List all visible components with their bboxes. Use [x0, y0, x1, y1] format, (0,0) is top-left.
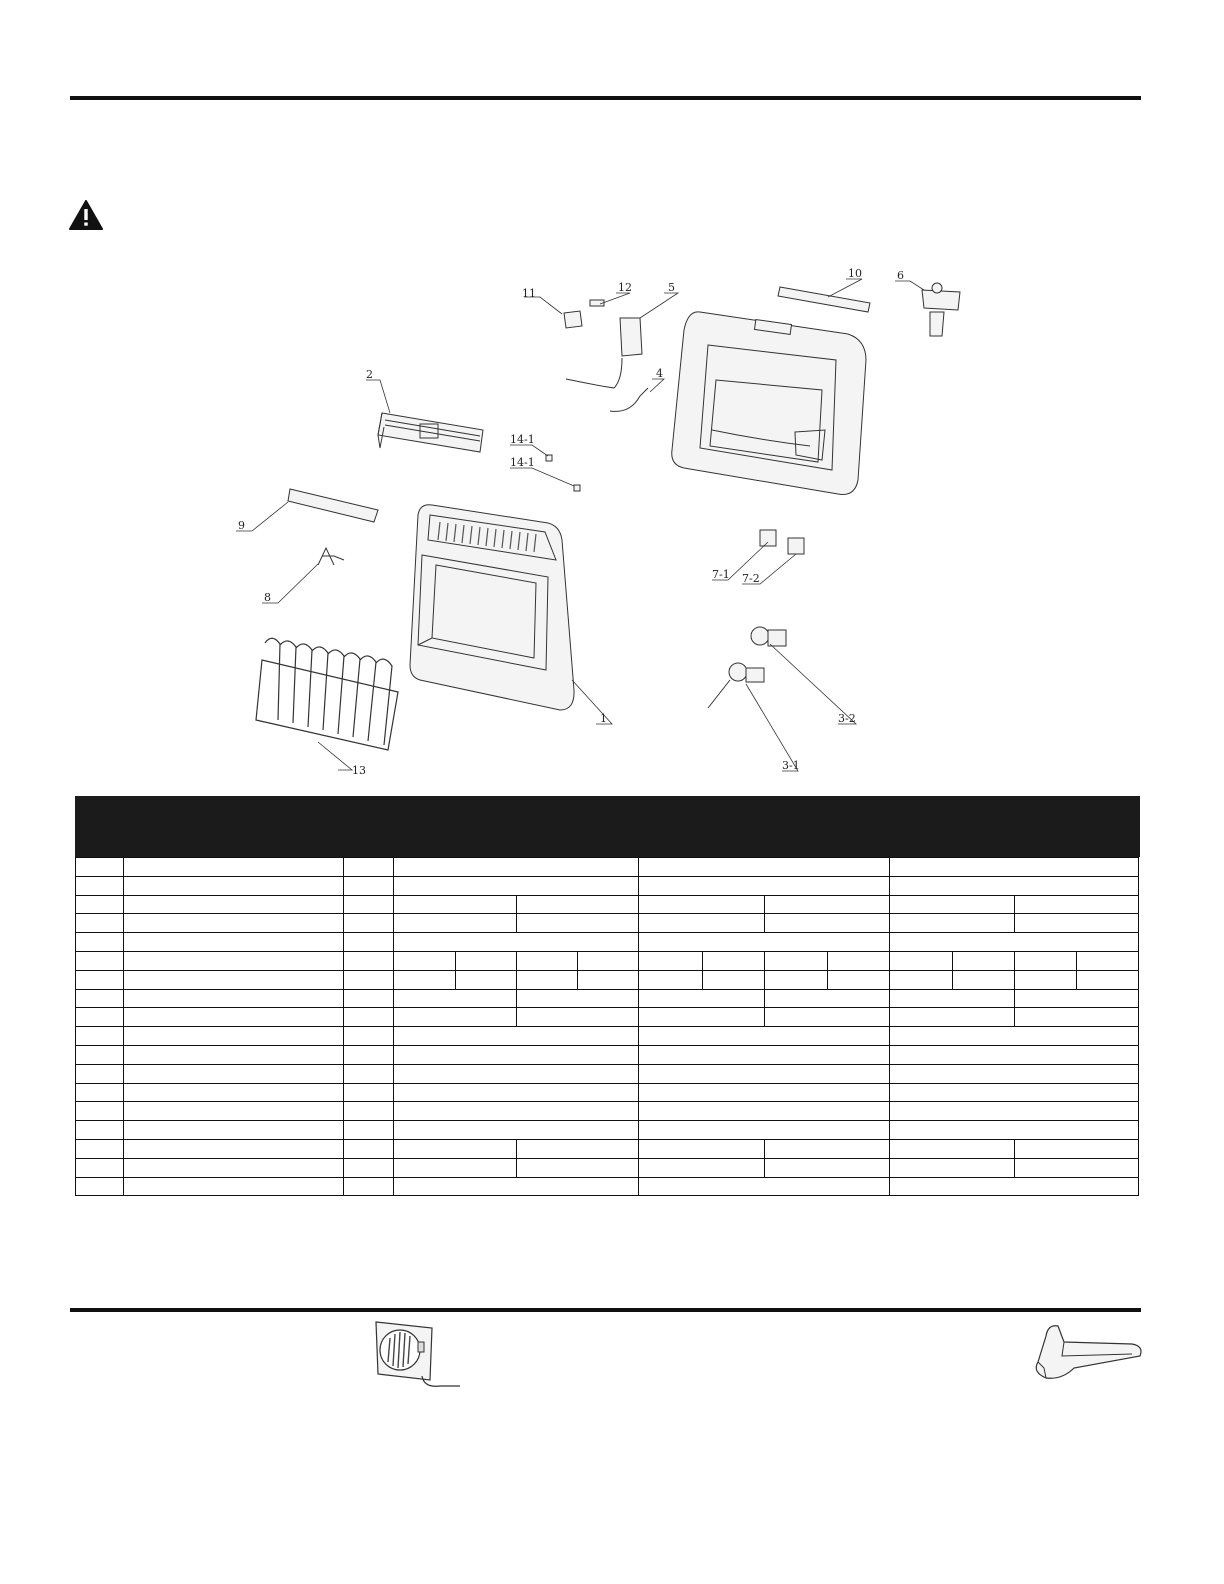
table-cell — [639, 989, 890, 1008]
cell-divider — [516, 1140, 517, 1158]
callout-7-1: 7-1 — [712, 568, 730, 581]
cell-divider — [1014, 1159, 1015, 1177]
table-row — [76, 1177, 1139, 1196]
cell-divider — [1014, 971, 1015, 989]
cell-divider — [455, 971, 456, 989]
table-cell — [639, 1045, 890, 1064]
table-cell — [639, 858, 890, 877]
table-cell — [394, 1121, 639, 1140]
table-cell — [890, 1027, 1139, 1046]
table-cell — [344, 933, 394, 952]
table-cell — [76, 895, 124, 914]
table-cell — [76, 933, 124, 952]
cell-divider — [1014, 952, 1015, 970]
callout-8: 8 — [264, 591, 271, 604]
cell-divider — [1014, 1008, 1015, 1026]
table-cell — [124, 1158, 344, 1177]
cell-divider — [702, 952, 703, 970]
table-cell — [394, 1102, 639, 1121]
table-cell — [394, 1083, 639, 1102]
table-cell — [124, 1177, 344, 1196]
table-cell — [890, 858, 1139, 877]
table-cell — [344, 1027, 394, 1046]
table-cell — [639, 895, 890, 914]
table-cell — [890, 1064, 1139, 1083]
table-cell — [344, 989, 394, 1008]
callout-13: 13 — [352, 764, 366, 777]
table-cell — [344, 970, 394, 989]
callout-14-1-b: 14-1 — [510, 456, 535, 469]
table-cell — [76, 1102, 124, 1121]
cell-divider — [577, 971, 578, 989]
table-cell — [890, 989, 1139, 1008]
table-cell — [124, 895, 344, 914]
table-cell — [124, 1102, 344, 1121]
thermocouple-part — [566, 358, 622, 388]
table-cell — [639, 1083, 890, 1102]
table-row — [76, 1158, 1139, 1177]
table-row — [76, 1102, 1139, 1121]
table-row — [76, 1008, 1139, 1027]
cell-divider — [764, 1159, 765, 1177]
control-part — [620, 318, 642, 356]
table-cell — [344, 1083, 394, 1102]
table-cell — [639, 1064, 890, 1083]
table-cell — [124, 1083, 344, 1102]
cell-divider — [952, 971, 953, 989]
bracket-7-1-part — [760, 530, 776, 546]
table-cell — [344, 1064, 394, 1083]
table-cell — [890, 951, 1139, 970]
table-cell — [890, 1121, 1139, 1140]
deflector-part — [288, 489, 378, 522]
table-cell — [344, 1158, 394, 1177]
parts-table — [75, 857, 1139, 1196]
table-cell — [890, 1102, 1139, 1121]
table-cell — [124, 970, 344, 989]
cell-divider — [764, 952, 765, 970]
callout-5: 5 — [668, 281, 675, 294]
igniter-part — [564, 311, 582, 328]
grill-part — [256, 638, 398, 750]
table-cell — [124, 1121, 344, 1140]
screw-part-a — [546, 455, 552, 461]
table-cell — [344, 951, 394, 970]
cell-divider — [1014, 990, 1015, 1008]
table-cell — [639, 933, 890, 952]
table-row — [76, 989, 1139, 1008]
table-cell — [639, 1158, 890, 1177]
callout-11: 11 — [522, 287, 536, 300]
cell-divider — [1076, 952, 1077, 970]
table-cell — [890, 1083, 1139, 1102]
table-cell — [639, 951, 890, 970]
callout-2: 2 — [366, 368, 373, 381]
table-cell — [394, 914, 639, 933]
cell-divider — [516, 914, 517, 932]
table-cell — [639, 1177, 890, 1196]
regulator-3-2-part — [751, 627, 786, 646]
table-row — [76, 1083, 1139, 1102]
table-cell — [76, 970, 124, 989]
table-cell — [344, 1121, 394, 1140]
cell-divider — [1014, 896, 1015, 914]
cell-divider — [516, 990, 517, 1008]
table-cell — [639, 970, 890, 989]
table-cell — [890, 1008, 1139, 1027]
callout-6: 6 — [897, 269, 904, 282]
table-cell — [76, 1064, 124, 1083]
table-cell — [394, 970, 639, 989]
table-cell — [76, 1008, 124, 1027]
table-cell — [344, 1177, 394, 1196]
table-cell — [76, 1139, 124, 1158]
table-cell — [344, 895, 394, 914]
bracket-7-2-part — [788, 538, 804, 554]
warning-triangle-icon — [69, 200, 103, 230]
table-cell — [344, 1045, 394, 1064]
table-cell — [124, 1045, 344, 1064]
table-cell — [394, 858, 639, 877]
callout-3-1: 3-1 — [782, 759, 800, 772]
table-row — [76, 858, 1139, 877]
top-rule — [70, 96, 1141, 100]
table-cell — [124, 858, 344, 877]
valve-part — [922, 283, 960, 336]
cell-divider — [764, 914, 765, 932]
table-cell — [124, 876, 344, 895]
table-cell — [890, 1158, 1139, 1177]
cell-divider — [827, 971, 828, 989]
cell-divider — [516, 1159, 517, 1177]
table-cell — [639, 1008, 890, 1027]
regulator-3-1-part — [708, 663, 764, 708]
table-cell — [76, 1158, 124, 1177]
callout-4: 4 — [656, 367, 663, 380]
cell-divider — [764, 971, 765, 989]
table-cell — [890, 914, 1139, 933]
screw-part-b — [574, 485, 580, 491]
table-row — [76, 1139, 1139, 1158]
table-row — [76, 951, 1139, 970]
table-cell — [639, 1121, 890, 1140]
table-cell — [76, 1045, 124, 1064]
exploded-parts-diagram — [0, 250, 1224, 790]
table-cell — [76, 1177, 124, 1196]
cell-divider — [516, 971, 517, 989]
table-cell — [124, 914, 344, 933]
table-cell — [124, 1139, 344, 1158]
table-cell — [890, 876, 1139, 895]
table-cell — [344, 1008, 394, 1027]
table-cell — [394, 1008, 639, 1027]
bottom-rule — [70, 1308, 1141, 1312]
table-cell — [76, 951, 124, 970]
cell-divider — [764, 990, 765, 1008]
table-cell — [124, 1008, 344, 1027]
table-cell — [344, 914, 394, 933]
front-panel-part — [410, 505, 574, 710]
cell-divider — [577, 952, 578, 970]
table-cell — [394, 1158, 639, 1177]
table-cell — [344, 1139, 394, 1158]
table-cell — [394, 876, 639, 895]
cell-divider — [516, 952, 517, 970]
table-cell — [76, 1027, 124, 1046]
cell-divider — [516, 1008, 517, 1026]
callout-9: 9 — [238, 519, 245, 532]
blower-accessory-image — [370, 1318, 462, 1392]
cell-divider — [702, 971, 703, 989]
table-cell — [76, 858, 124, 877]
cell-divider — [764, 1008, 765, 1026]
callout-3-2: 3-2 — [838, 712, 856, 725]
table-cell — [124, 933, 344, 952]
table-cell — [394, 1139, 639, 1158]
cell-divider — [764, 1140, 765, 1158]
table-cell — [394, 1045, 639, 1064]
cell-divider — [455, 952, 456, 970]
table-cell — [639, 1102, 890, 1121]
table-cell — [344, 1102, 394, 1121]
table-cell — [394, 1027, 639, 1046]
table-cell — [394, 951, 639, 970]
burner-part — [378, 413, 483, 452]
table-cell — [76, 876, 124, 895]
table-cell — [890, 933, 1139, 952]
table-cell — [76, 914, 124, 933]
table-row — [76, 876, 1139, 895]
cell-divider — [952, 952, 953, 970]
table-cell — [76, 1121, 124, 1140]
table-cell — [124, 989, 344, 1008]
table-cell — [639, 1139, 890, 1158]
cell-divider — [764, 896, 765, 914]
table-row — [76, 1121, 1139, 1140]
table-cell — [76, 989, 124, 1008]
cell-divider — [516, 896, 517, 914]
floor-base-accessory-image — [1028, 1322, 1148, 1386]
cell-divider — [827, 952, 828, 970]
table-cell — [890, 1045, 1139, 1064]
table-row — [76, 895, 1139, 914]
table-cell — [639, 876, 890, 895]
table-cell — [124, 1027, 344, 1046]
parts-table-body — [76, 858, 1139, 1196]
callout-12: 12 — [618, 281, 632, 294]
cell-divider — [1076, 971, 1077, 989]
rear-housing-part — [672, 312, 866, 495]
table-cell — [890, 1139, 1139, 1158]
table-cell — [394, 989, 639, 1008]
table-cell — [394, 1064, 639, 1083]
table-cell — [76, 1083, 124, 1102]
cell-divider — [1014, 1140, 1015, 1158]
table-cell — [394, 895, 639, 914]
table-cell — [344, 858, 394, 877]
table-cell — [639, 1027, 890, 1046]
callout-14-1-a: 14-1 — [510, 433, 535, 446]
table-row — [76, 1027, 1139, 1046]
table-cell — [639, 914, 890, 933]
table-row — [76, 1045, 1139, 1064]
table-cell — [890, 1177, 1139, 1196]
table-row — [76, 1064, 1139, 1083]
cell-divider — [1014, 914, 1015, 932]
callout-10: 10 — [848, 267, 862, 280]
bracket-part — [318, 548, 344, 565]
table-cell — [124, 1064, 344, 1083]
table-cell — [124, 951, 344, 970]
callout-1: 1 — [600, 712, 607, 725]
table-cell — [344, 876, 394, 895]
parts-table-header — [75, 796, 1140, 857]
rail-part — [778, 287, 870, 312]
table-cell — [890, 970, 1139, 989]
table-cell — [394, 1177, 639, 1196]
wire-part — [610, 388, 648, 411]
table-row — [76, 914, 1139, 933]
table-row — [76, 970, 1139, 989]
callout-7-2: 7-2 — [742, 572, 760, 585]
table-cell — [394, 933, 639, 952]
table-cell — [890, 895, 1139, 914]
table-row — [76, 933, 1139, 952]
